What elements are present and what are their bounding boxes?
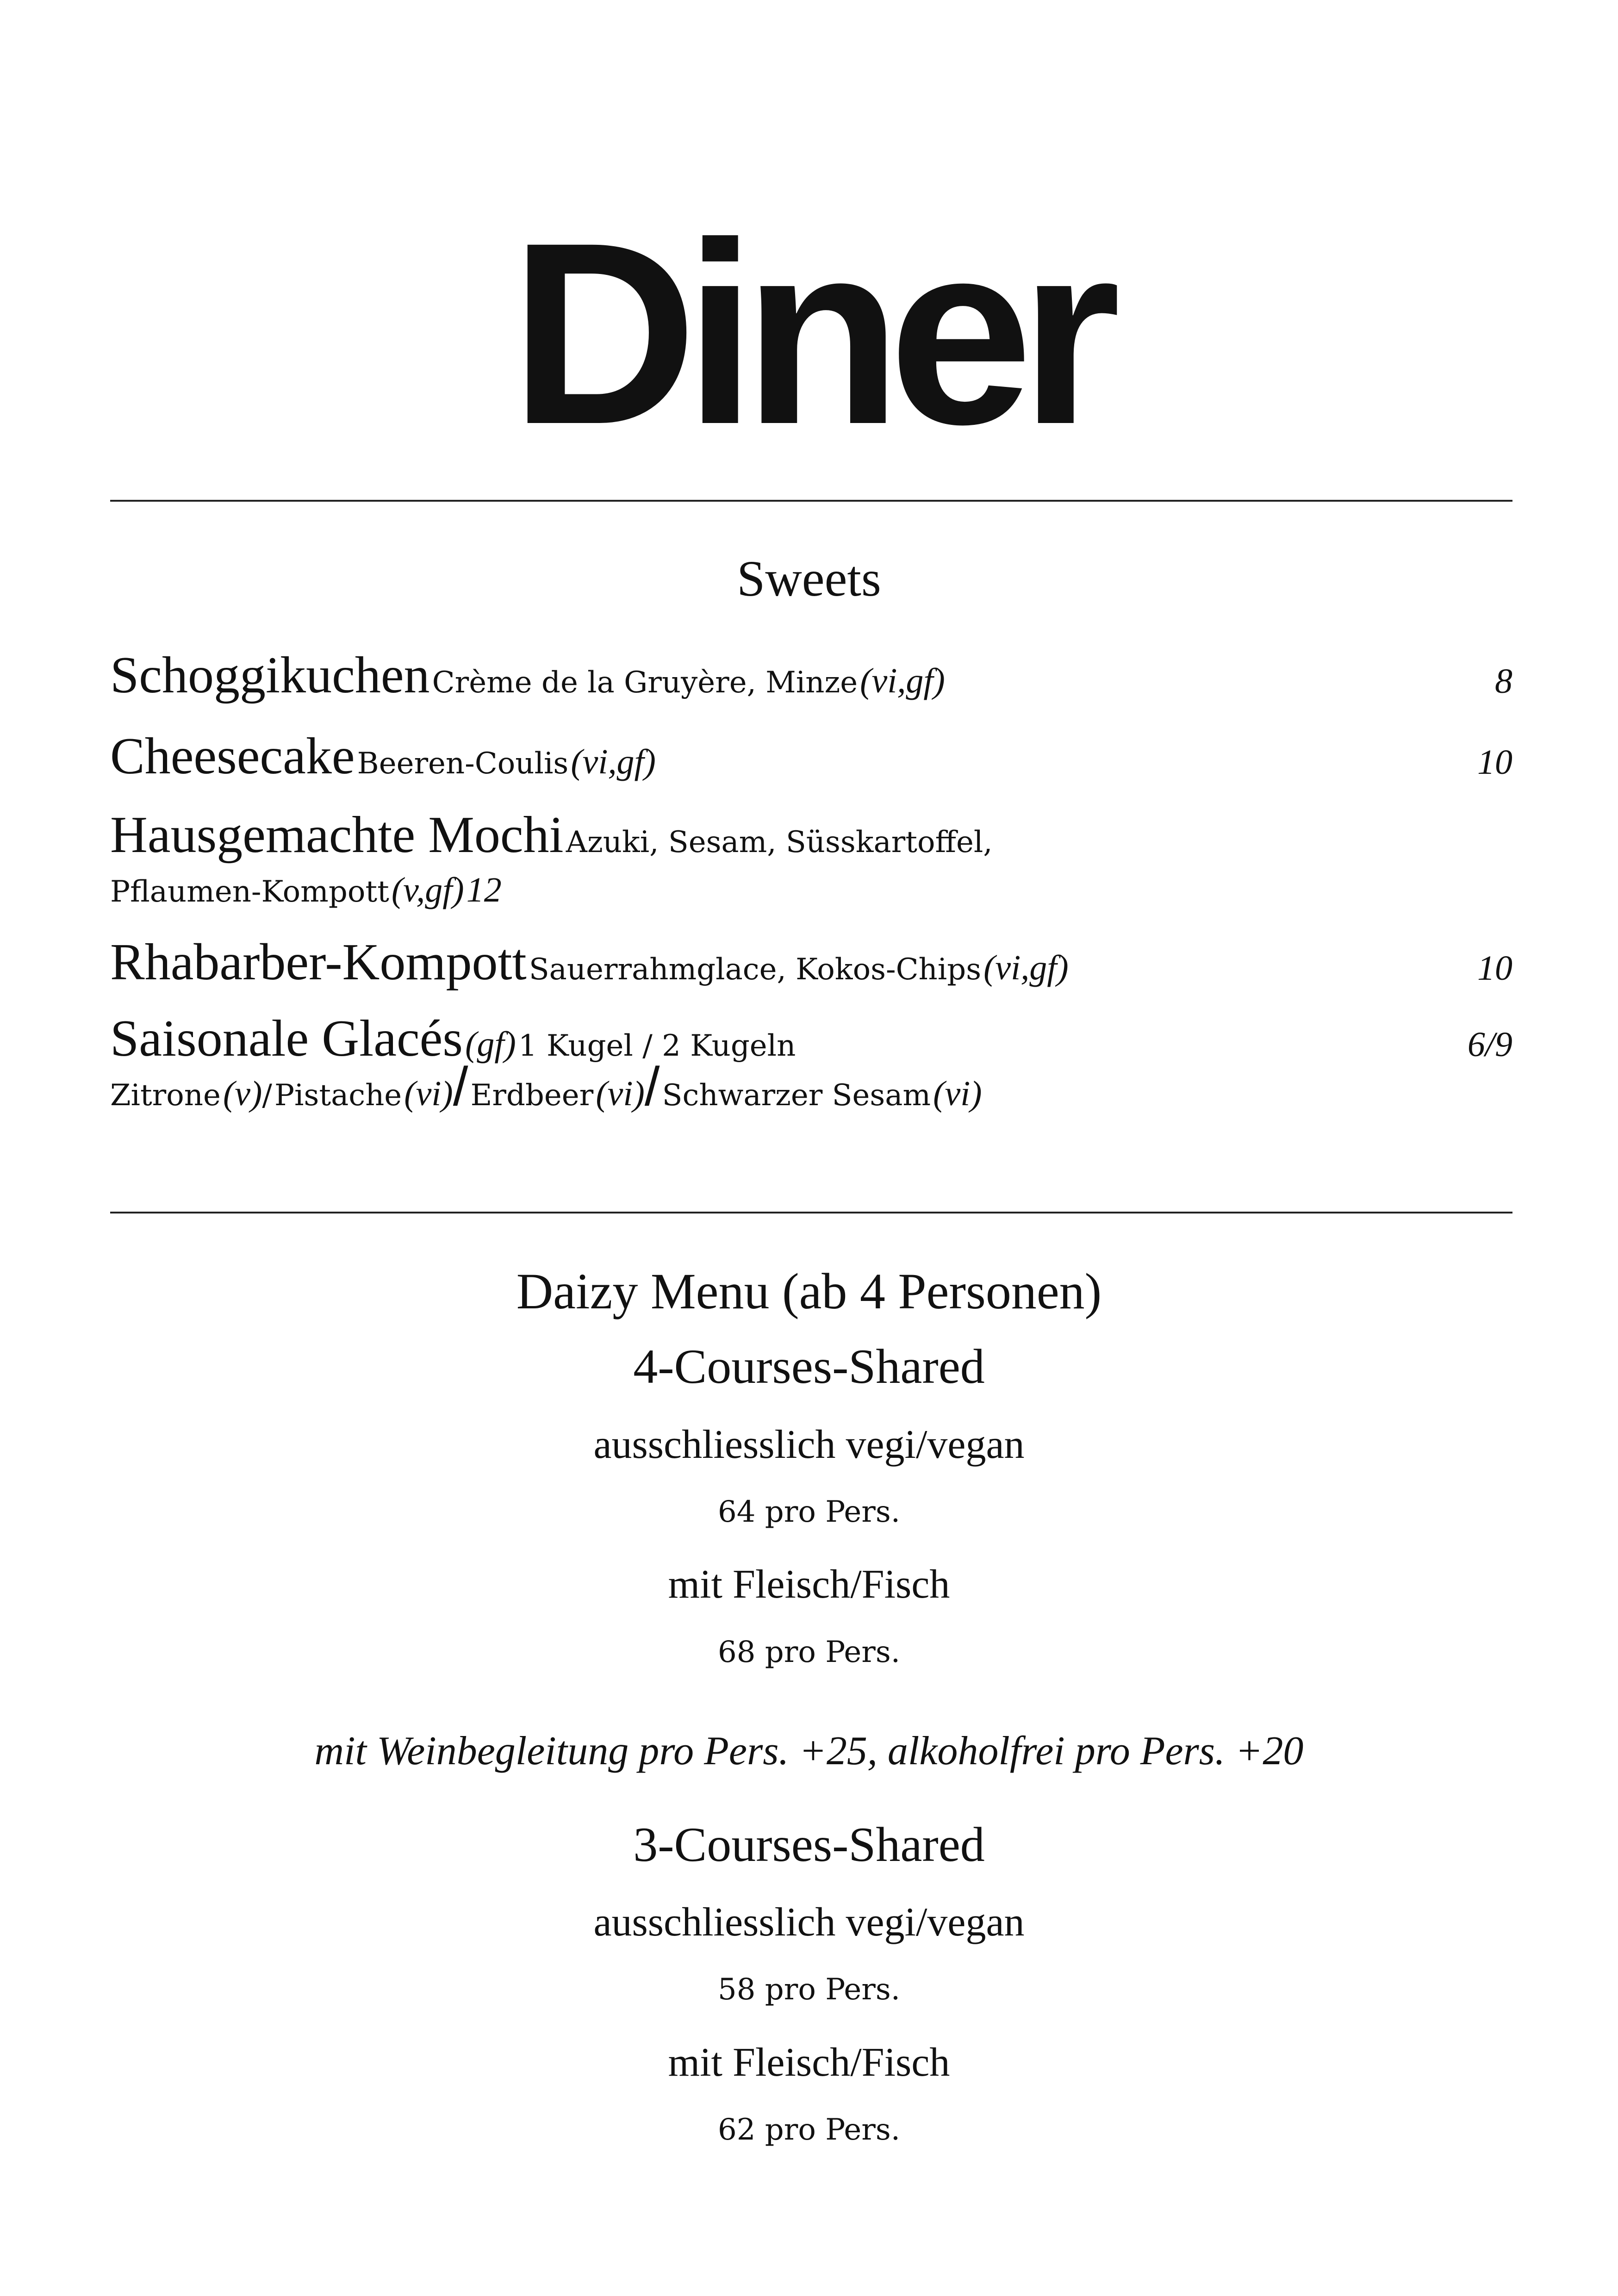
dish-description: Sauerrahmglace, Kokos-Chips: [529, 952, 982, 987]
flavor-separator: /: [262, 1078, 272, 1113]
dish-price: 10: [1477, 949, 1512, 988]
flavor-name: Schwarzer Sesam: [662, 1078, 931, 1113]
flavor-separator: /: [644, 1056, 660, 1117]
dish-description: Crème de la Gruyère, Minze: [432, 666, 858, 700]
flavor-name: Pistache: [274, 1078, 402, 1113]
four-course-meat-label: mit Fleisch/Fisch: [668, 1562, 950, 1607]
sweets-heading: Sweets: [737, 550, 881, 607]
dish-description: 1 Kugel / 2 Kugeln: [518, 1029, 796, 1063]
flavor-tag: (vi): [404, 1074, 453, 1113]
sweets-item-rhabarber: [110, 933, 1512, 992]
flavor-tag: (v): [223, 1074, 262, 1113]
dietary-tags: (vi,gf): [983, 948, 1069, 987]
dish-price: 6/9: [1467, 1025, 1512, 1064]
sweets-item-schoggikuchen: [110, 646, 1512, 705]
middle-divider: [110, 1212, 1512, 1213]
three-course-vegi-label: ausschliesslich vegi/vegan: [593, 1900, 1025, 1945]
flavor-tag: (vi): [933, 1074, 982, 1113]
dish-name: Hausgemachte Mochi: [110, 806, 564, 864]
three-course-meat-label: mit Fleisch/Fisch: [668, 2040, 950, 2085]
flavor-name: Erdbeer: [470, 1078, 594, 1113]
sweets-item-cheesecake: [110, 727, 1512, 786]
dish-price: 12: [466, 871, 502, 909]
four-course-vegi-label: ausschliesslich vegi/vegan: [593, 1422, 1025, 1467]
dish-description: Azuki, Sesam, Süsskartoffel,: [566, 825, 993, 859]
flavor-separator: /: [453, 1056, 468, 1117]
sweets-item-mochi-line2: [110, 870, 1512, 910]
dish-description: Beeren-Coulis: [357, 747, 569, 781]
wine-pairing-note: mit Weinbegleitung pro Pers. +25, alkoholfrei pro Pers. +20: [314, 1729, 1304, 1773]
dish-name: Saisonale Glacés: [110, 1010, 463, 1067]
dietary-tags: (vi,gf): [860, 661, 945, 700]
top-divider: [110, 500, 1512, 502]
dish-price: 10: [1477, 743, 1512, 782]
dish-name: Rhabarber-Kompott: [110, 933, 527, 991]
daizy-heading: Daizy Menu (ab 4 Personen): [516, 1263, 1102, 1319]
three-course-meat-price: 62 pro Pers.: [717, 2113, 901, 2147]
three-course-title: 3-Courses-Shared: [633, 1817, 985, 1872]
dish-name: Cheesecake: [110, 728, 355, 785]
four-course-meat-price: 68 pro Pers.: [717, 1635, 901, 1669]
flavor-tag: (vi): [596, 1074, 645, 1113]
sweets-item-mochi: [110, 805, 1512, 865]
three-course-vegi-price: 58 pro Pers.: [717, 1972, 901, 2007]
dish-price: 8: [1495, 662, 1512, 701]
four-course-vegi-price: 64 pro Pers.: [717, 1495, 901, 1529]
dietary-tags: (vi,gf): [571, 742, 656, 781]
sweets-item-glaces: [110, 1009, 1512, 1069]
flavor-name: Zitrone: [110, 1078, 221, 1113]
dietary-tags: (gf): [465, 1025, 516, 1064]
four-course-title: 4-Courses-Shared: [633, 1339, 985, 1394]
dish-name: Schoggikuchen: [110, 647, 430, 704]
dish-description-continued: Pflaumen-Kompott: [110, 875, 389, 909]
menu-title: Diner: [510, 188, 1108, 478]
glaces-flavors: [110, 1056, 1512, 1117]
dietary-tags: (v,gf): [391, 871, 464, 909]
